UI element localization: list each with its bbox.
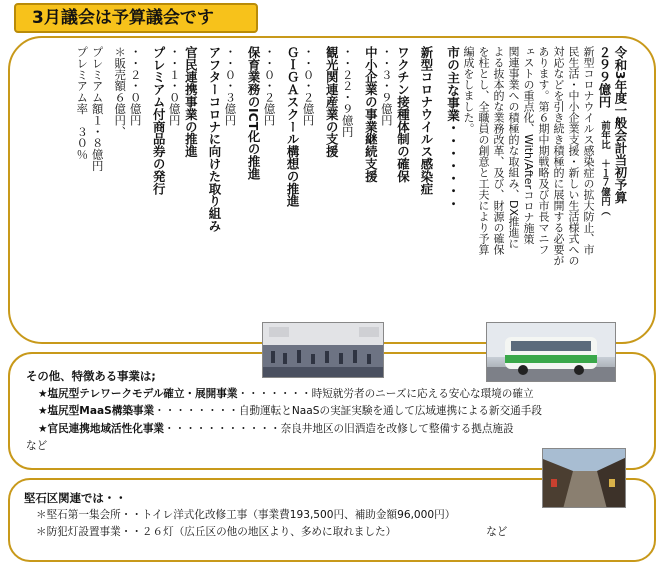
budget-desc-line: 新型コロナウイルス感染症の拡大防止、市 [582, 46, 595, 255]
project-amount: ・・０・３億円 [223, 46, 238, 126]
other-project-name: ★塩尻型テレワークモデル確立・展開事業 [38, 387, 238, 400]
other-project-row [26, 403, 646, 421]
project-amount: ・・３・９億円 [379, 46, 394, 126]
other-projects-trailing: など [26, 440, 48, 453]
budget-title: 令和3年度一般会計当初予算 [613, 46, 628, 204]
kataishi-heading: 堅石区関連では・・ [24, 491, 127, 505]
project-name: 新型コロナウイルス感染症 [419, 46, 434, 195]
budget-desc-line: 民生活・中小企業支援・新しい生活様式への [567, 46, 580, 266]
main-projects-heading: 市の主な事業・・・・・・・ [445, 46, 460, 210]
premium-detail: プレミアム率 ３０％ [75, 46, 90, 160]
premium-detail: プレミアム額１・８億円 [90, 46, 105, 172]
other-project-desc: 奈良井地区の旧酒造を改修して整備する拠点施設 [280, 422, 514, 435]
budget-desc-line: を柱とし、全職員の創意と工夫により予算 [477, 46, 490, 255]
budget-amount-main: ２９９億円 [597, 46, 612, 108]
project-amount: ・・１・０億円 [167, 46, 182, 126]
budget-desc-line: あります。第６期中期戦略及び市長マニフ [537, 46, 550, 255]
project-name: 中小企業の事業継続支援 [363, 46, 379, 183]
other-project-row [26, 421, 646, 439]
kataishi-item-text: ＊防犯灯設置事業・・２６灯（広丘区の他の地区より、多めに取れました） [36, 526, 397, 538]
other-project-desc: 時短就労者のニーズに応える安心な環境の確立 [311, 387, 534, 400]
budget-vertical-text [54, 46, 628, 338]
project-name: 保育業務のICT化の推進 [246, 46, 262, 180]
project-name: ワクチン接種体制の確保 [395, 46, 411, 183]
budget-amount-note: 前年比 ＋１７億円 [599, 120, 610, 206]
other-project-row [26, 386, 646, 404]
page-title: 3月議会は予算議会です [14, 3, 258, 33]
budget-desc-line: よる抜本的な業務改革、及び、財源の確保 [492, 46, 505, 255]
other-projects-content [26, 368, 646, 456]
kataishi-item: ＊堅石第一集会所・・トイレ洋式化改修工事（事業費193,500円、補助金額96,000円） [36, 509, 456, 521]
kataishi-trailing: など [486, 526, 508, 538]
premium-detail: ＊販売額６億円、 [113, 46, 128, 138]
project-amount: ・・２・０億円 [128, 46, 143, 126]
budget-amount-paren: （ [599, 205, 610, 216]
budget-desc-line: ェストの重点化、With/Afterコロナ施策 [522, 46, 535, 245]
other-project-dots: ・・・・・・・・ [154, 405, 239, 418]
project-amount: ・・０・２億円 [301, 46, 316, 126]
project-name: 官民連携事業の推進 [183, 46, 199, 158]
budget-desc-line: 関連事業への積極的な取組み、DX推進に [507, 46, 520, 250]
project-name: アフターコロナに向けた取り組み [206, 46, 222, 232]
project-name: 観光関連産業の支援 [324, 46, 340, 158]
project-amount: ・・０・２億円 [262, 46, 277, 126]
other-project-dots: ・・・・・・・・・・・ [164, 422, 281, 435]
project-name: ＧＩＧＡスクール構想の推進 [285, 46, 301, 208]
other-project-desc: 自動運転とNaaSの実証実験を通して広域連携による新交通手段 [238, 405, 542, 418]
project-name: プレミアム付商品券の発行 [151, 46, 167, 195]
budget-desc-line: 対応などを引き続き積極的に展開する必要が [552, 46, 565, 266]
project-amount: ・・２２・９億円 [340, 46, 355, 138]
other-projects-heading: その他、特徴ある事業は; [26, 369, 156, 383]
kataishi-item [24, 524, 644, 541]
other-project-name: ★官民連携地域活性化事業 [38, 422, 165, 435]
budget-desc-line: 編成をしました。 [462, 46, 475, 134]
budget-amount [596, 46, 612, 338]
other-project-dots: ・・・・・・・ [237, 387, 312, 400]
other-project-name: ★塩尻型MaaS構築事業 [38, 405, 155, 418]
kataishi-content [24, 490, 644, 541]
